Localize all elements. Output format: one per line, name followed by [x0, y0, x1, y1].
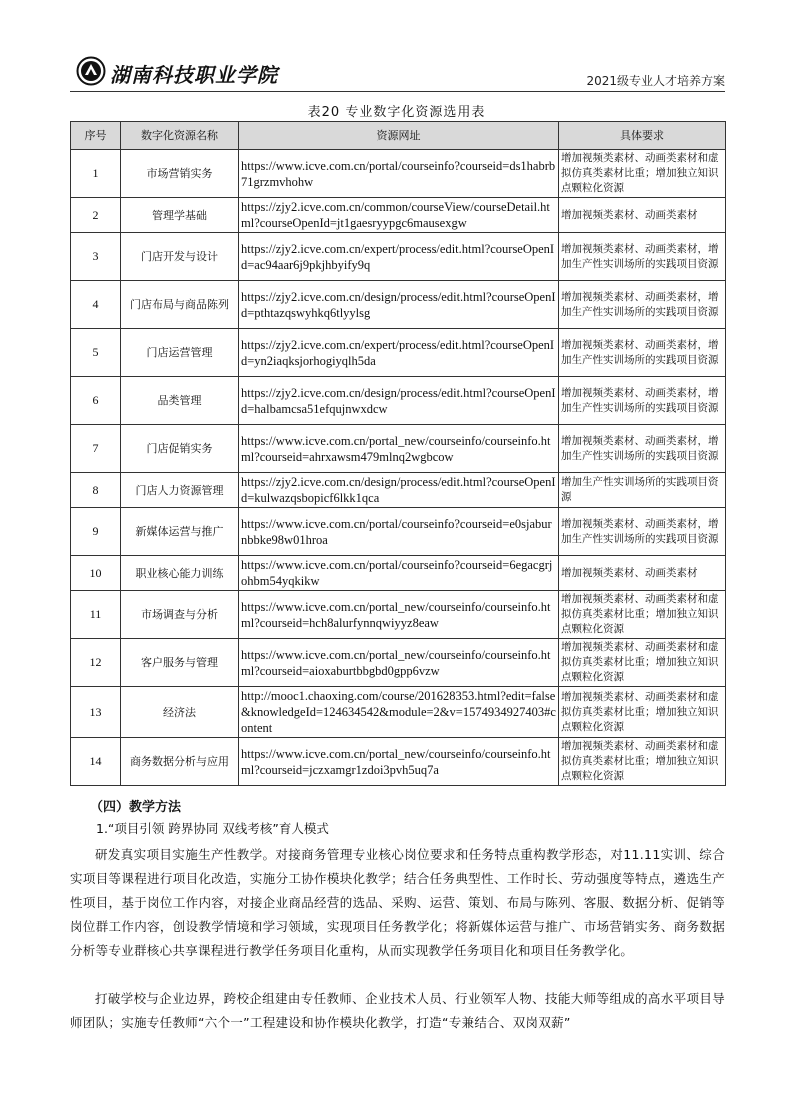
table-row — [71, 556, 726, 591]
plan-title: 2021级专业人才培养方案 — [586, 74, 725, 88]
resource-table — [70, 121, 726, 786]
row-number: 14 — [71, 738, 121, 786]
resource-requirement: 增加视频类素材、动画类素材和虚拟仿真类素材比重；增加独立知识点颗粒化资源 — [559, 591, 726, 639]
row-number: 1 — [71, 150, 121, 198]
resource-url[interactable]: http://mooc1.chaoxing.com/course/201628353.html?edit=false&knowledgeId=124634542&module=2&v=1574934927403#content — [239, 687, 559, 738]
table-row — [71, 639, 726, 687]
resource-url[interactable]: https://zjy2.icve.com.cn/design/process/edit.html?courseOpenId=kulwazqsbopicf6lkk1qca — [239, 473, 559, 508]
row-number: 13 — [71, 687, 121, 738]
table-row — [71, 508, 726, 556]
school-name: 湖南科技职业学院 — [110, 63, 278, 87]
resource-requirement: 增加视频类素材、动画类素材，增加生产性实训场所的实践项目资源 — [559, 377, 726, 425]
row-number: 4 — [71, 281, 121, 329]
resource-name: 门店促销实务 — [121, 425, 239, 473]
resource-url[interactable]: https://zjy2.icve.com.cn/design/process/edit.html?courseOpenId=pthtazqswyhkq6tlyylsg — [239, 281, 559, 329]
row-number: 2 — [71, 198, 121, 233]
resource-url[interactable]: https://www.icve.com.cn/portal_new/courseinfo/courseinfo.html?courseid=hch8alurfynnqwiyyz8eaw — [239, 591, 559, 639]
row-number: 9 — [71, 508, 121, 556]
resource-url[interactable]: https://www.icve.com.cn/portal_new/courseinfo/courseinfo.html?courseid=ahrxawsm479mlnq2wgbcow — [239, 425, 559, 473]
resource-requirement: 增加视频类素材、动画类素材，增加生产性实训场所的实践项目资源 — [559, 233, 726, 281]
resource-requirement: 增加视频类素材、动画类素材和虚拟仿真类素材比重；增加独立知识点颗粒化资源 — [559, 150, 726, 198]
row-number: 7 — [71, 425, 121, 473]
table-row — [71, 150, 726, 198]
resource-requirement: 增加生产性实训场所的实践项目资源 — [559, 473, 726, 508]
resource-url[interactable]: https://www.icve.com.cn/portal/courseinfo?courseid=ds1habrb71grzmvhohw — [239, 150, 559, 198]
resource-requirement: 增加视频类素材、动画类素材，增加生产性实训场所的实践项目资源 — [559, 508, 726, 556]
resource-requirement: 增加视频类素材、动画类素材，增加生产性实训场所的实践项目资源 — [559, 425, 726, 473]
resource-name: 门店运营管理 — [121, 329, 239, 377]
resource-name: 经济法 — [121, 687, 239, 738]
resource-url[interactable]: https://zjy2.icve.com.cn/design/process/edit.html?courseOpenId=halbamcsa51efqujnwxdcw — [239, 377, 559, 425]
row-number: 6 — [71, 377, 121, 425]
row-number: 11 — [71, 591, 121, 639]
row-number: 3 — [71, 233, 121, 281]
body-paragraph: 打破学校与企业边界，跨校企组建由专任教师、企业技术人员、行业领军人物、技能大师等组成的高水平项目导师团队；实施专任教师“六个一”工程建设和协作模块化教学，打造“专兼结合、双岗双薪” — [70, 991, 725, 1030]
section-heading: （四）教学方法 — [90, 800, 182, 815]
table-row — [71, 473, 726, 508]
table-row — [71, 329, 726, 377]
column-header-name: 数字化资源名称 — [121, 122, 239, 150]
resource-url[interactable]: https://www.icve.com.cn/portal/courseinfo?courseid=6egacgrjohbm54yqkikw — [239, 556, 559, 591]
table-row — [71, 687, 726, 738]
resource-name: 新媒体运营与推广 — [121, 508, 239, 556]
resource-name: 商务数据分析与应用 — [121, 738, 239, 786]
row-number: 5 — [71, 329, 121, 377]
resource-url[interactable]: https://zjy2.icve.com.cn/expert/process/edit.html?courseOpenId=yn2iaqksjorhogiyqlh5da — [239, 329, 559, 377]
table-row — [71, 738, 726, 786]
table-header-row — [71, 122, 726, 150]
resource-name: 职业核心能力训练 — [121, 556, 239, 591]
resource-name: 门店开发与设计 — [121, 233, 239, 281]
table-row — [71, 425, 726, 473]
table-caption: 表20 专业数字化资源选用表 — [307, 105, 486, 120]
column-header-no: 序号 — [71, 122, 121, 150]
row-number: 10 — [71, 556, 121, 591]
resource-url[interactable]: https://www.icve.com.cn/portal_new/courseinfo/courseinfo.html?courseid=aioxaburtbbgbd0gpp6vzw — [239, 639, 559, 687]
resource-requirement: 增加视频类素材、动画类素材 — [559, 198, 726, 233]
header-divider — [70, 91, 725, 92]
section-subheading: 1.“项目引领 跨界协同 双线考核”育人模式 — [96, 821, 329, 836]
table-row — [71, 281, 726, 329]
table-row — [71, 377, 726, 425]
column-header-requirement: 具体要求 — [559, 122, 726, 150]
resource-name: 门店人力资源管理 — [121, 473, 239, 508]
resource-name: 门店布局与商品陈列 — [121, 281, 239, 329]
resource-url[interactable]: https://www.icve.com.cn/portal/courseinfo?courseid=e0sjaburnbbke98w01hroa — [239, 508, 559, 556]
resource-requirement: 增加视频类素材、动画类素材，增加生产性实训场所的实践项目资源 — [559, 281, 726, 329]
table-body — [71, 150, 726, 786]
column-header-url: 资源网址 — [239, 122, 559, 150]
resource-name: 市场调查与分析 — [121, 591, 239, 639]
table-row — [71, 198, 726, 233]
page-header — [70, 54, 725, 90]
resource-requirement: 增加视频类素材、动画类素材和虚拟仿真类素材比重；增加独立知识点颗粒化资源 — [559, 687, 726, 738]
resource-requirement: 增加视频类素材、动画类素材 — [559, 556, 726, 591]
resource-url[interactable]: https://www.icve.com.cn/portal_new/courseinfo/courseinfo.html?courseid=jczxamgr1zdoi3pvh5uq7a — [239, 738, 559, 786]
resource-name: 品类管理 — [121, 377, 239, 425]
resource-url[interactable]: https://zjy2.icve.com.cn/expert/process/edit.html?courseOpenId=ac94aar6j9pkjhbyify9q — [239, 233, 559, 281]
resource-requirement: 增加视频类素材、动画类素材和虚拟仿真类素材比重；增加独立知识点颗粒化资源 — [559, 639, 726, 687]
resource-requirement: 增加视频类素材、动画类素材，增加生产性实训场所的实践项目资源 — [559, 329, 726, 377]
resource-name: 管理学基础 — [121, 198, 239, 233]
resource-requirement: 增加视频类素材、动画类素材和虚拟仿真类素材比重；增加独立知识点颗粒化资源 — [559, 738, 726, 786]
resource-name: 市场营销实务 — [121, 150, 239, 198]
school-logo-icon — [76, 56, 106, 86]
resource-name: 客户服务与管理 — [121, 639, 239, 687]
table-row — [71, 591, 726, 639]
body-paragraph: 研发真实项目实施生产性教学。对接商务管理专业核心岗位要求和任务特点重构教学形态，对11.11实训、综合实项目等课程进行项目化改造，实施分工协作模块化教学；结合任务典型性、工作时长、劳动强度等特点，遴选生产性项目，基于岗位工作内容，对接企业商品经营的选品、采购、运营、策划、布局与陈列、客服、数据分析、促销等岗位群工作内容，创设教学情境和学习领域，实现项目任务教学化；将新媒体运营与推广、市场营销实务、商务数据分析等专业群核心共享课程进行教学任务项目化重构，从而实现教学任务项目化和项目任务教学化。 — [70, 847, 725, 958]
row-number: 12 — [71, 639, 121, 687]
resource-url[interactable]: https://zjy2.icve.com.cn/common/courseView/courseDetail.html?courseOpenId=jt1gaesryypgc6mausexgw — [239, 198, 559, 233]
table-row — [71, 233, 726, 281]
row-number: 8 — [71, 473, 121, 508]
